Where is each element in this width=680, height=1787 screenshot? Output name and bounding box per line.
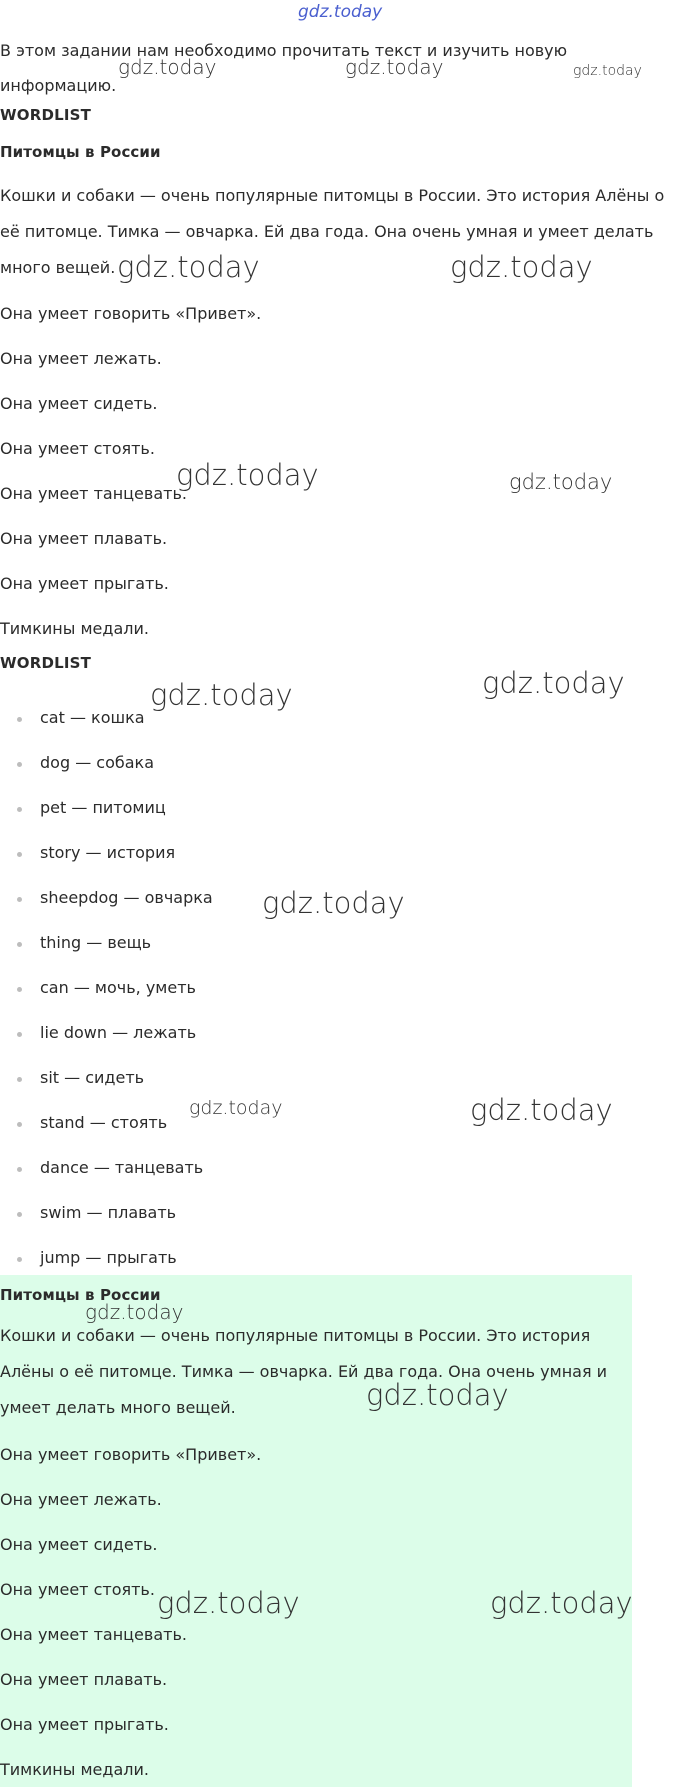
skill-line: Она умеет прыгать. <box>0 574 169 593</box>
skill-line: Она умеет плавать. <box>0 529 168 548</box>
watermark: gdz.today <box>85 1300 184 1324</box>
watermark: gdz.today <box>117 250 260 284</box>
bullet-icon <box>17 1122 22 1127</box>
word-entry: story — история <box>40 843 176 862</box>
skill-line: Она умеет лежать. <box>0 349 162 368</box>
intro-text: В этом задании нам необходимо прочитать текст и изучить новую информацию. <box>0 41 568 95</box>
word-entry: lie down — лежать <box>40 1023 197 1042</box>
answer-skill-line: Она умеет плавать. <box>0 1670 168 1689</box>
bullet-icon <box>17 1032 22 1037</box>
word-entry: sit — сидеть <box>40 1068 145 1087</box>
answer-skill-line: Она умеет стоять. <box>0 1580 155 1599</box>
bullet-icon <box>17 762 22 767</box>
answer-skill-line: Она умеет сидеть. <box>0 1535 158 1554</box>
wordlist-heading: WORDLIST <box>0 654 92 672</box>
watermark: gdz.today <box>118 55 217 79</box>
word-entry: dance — танцевать <box>40 1158 204 1177</box>
bullet-icon <box>17 1077 22 1082</box>
watermark: gdz.today <box>573 63 642 79</box>
skill-line: Она умеет сидеть. <box>0 394 158 413</box>
watermark: gdz.today <box>262 886 405 920</box>
word-entry: swim — плавать <box>40 1203 177 1222</box>
skill-line: Она умеет стоять. <box>0 439 155 458</box>
bullet-icon <box>17 717 22 722</box>
skill-line: Она умеет говорить «Привет». <box>0 304 262 323</box>
watermark: gdz.today <box>345 55 444 79</box>
word-entry: cat — кошка <box>40 708 145 727</box>
header-watermark: gdz.today <box>298 2 383 22</box>
skill-line: Она умеет танцевать. <box>0 484 187 503</box>
word-entry: can — мочь, уметь <box>40 978 196 997</box>
watermark: gdz.today <box>150 678 293 712</box>
wordlist-heading: WORDLIST <box>0 106 92 124</box>
watermark: gdz.today <box>509 470 613 494</box>
answer-skill-line: Она умеет говорить «Привет». <box>0 1445 262 1464</box>
section-title: Питомцы в России <box>0 143 161 161</box>
word-entry: stand — стоять <box>40 1113 168 1132</box>
bullet-icon <box>17 987 22 992</box>
word-entry: thing — вещь <box>40 933 152 952</box>
watermark: gdz.today <box>157 1586 300 1620</box>
bullet-icon <box>17 897 22 902</box>
answer-block <box>0 1275 632 1787</box>
word-entry: pet — питомиц <box>40 798 166 817</box>
watermark: gdz.today <box>176 458 319 492</box>
answer-medals-line: Тимкины медали. <box>0 1760 149 1779</box>
answer-paragraph: Кошки и собаки — очень популярные питомцы в России. Это история Алёны о её питомце. Тимка — овчарка. Ей два года. Она очень умная и умеет делать много вещей. <box>0 1326 608 1417</box>
bullet-icon <box>17 1212 22 1217</box>
word-entry: sheepdog — овчарка <box>40 888 213 907</box>
watermark: gdz.today <box>189 1097 283 1119</box>
watermark: gdz.today <box>482 666 625 700</box>
answer-skill-line: Она умеет лежать. <box>0 1490 162 1509</box>
answer-title: Питомцы в России <box>0 1286 161 1304</box>
bullet-icon <box>17 942 22 947</box>
answer-skill-line: Она умеет прыгать. <box>0 1715 169 1734</box>
watermark: gdz.today <box>450 250 593 284</box>
watermark: gdz.today <box>490 1586 633 1620</box>
watermark: gdz.today <box>366 1378 509 1412</box>
word-entry: jump — прыгать <box>40 1248 177 1267</box>
medals-line: Тимкины медали. <box>0 619 149 638</box>
bullet-icon <box>17 852 22 857</box>
word-entry: dog — собака <box>40 753 154 772</box>
story-paragraph: Кошки и собаки — очень популярные питомцы в России. Это история Алёны о её питомце. Тимка — овчарка. Ей два года. Она очень умная и умеет делать много вещей. <box>0 186 665 277</box>
bullet-icon <box>17 807 22 812</box>
bullet-icon <box>17 1257 22 1262</box>
answer-skill-line: Она умеет танцевать. <box>0 1625 187 1644</box>
watermark: gdz.today <box>470 1093 613 1127</box>
bullet-icon <box>17 1167 22 1172</box>
